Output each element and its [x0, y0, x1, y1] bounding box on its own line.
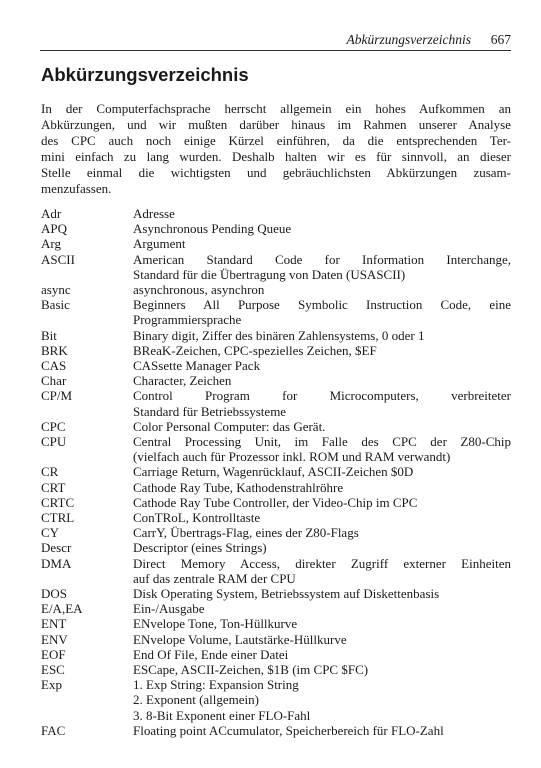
definition-line: Standard für die Übertragung von Daten (USASCII) [133, 266, 406, 282]
definition-line: Standard für Betriebssysteme [133, 403, 287, 419]
definition-line: Cathode Ray Tube Controller, der Video-Chip im CPC [133, 494, 418, 510]
definition-line: Ein-/Ausgabe [133, 601, 205, 617]
abbreviation-term: Adr [41, 206, 62, 221]
abbreviation-definition [133, 236, 511, 251]
page-header [40, 30, 511, 52]
abbreviation-term: CP/M [41, 388, 73, 404]
definition-line: Carriage Return, Wagenrücklauf, ASCII-Zeichen $0D [133, 464, 414, 480]
abbreviation-definition [133, 252, 511, 282]
abbreviation-definition [133, 343, 511, 358]
definition-line: ESCape, ASCII-Zeichen, $1B (im CPC $FC) [133, 662, 369, 677]
abbreviation-definition [133, 206, 511, 221]
abbreviation-term: DMA [41, 555, 72, 571]
abbreviation-definition [133, 586, 511, 601]
abbreviation-definition [133, 434, 511, 464]
intro-line: menzufassen. [41, 180, 112, 196]
abbreviation-term: E/A,EA [41, 601, 83, 617]
running-header-title: Abkürzungsverzeichnis [346, 32, 471, 47]
abbreviation-term: FAC [41, 722, 66, 738]
abbreviation-term: CY [41, 525, 60, 541]
definition-line: Adresse [133, 206, 175, 221]
abbreviation-term: ENV [41, 631, 68, 647]
abbreviation-definition [133, 221, 511, 236]
intro-line: Abkürzungen, und wir mußten darüber hinaus im Rahmen unserer Analyse [41, 116, 511, 132]
page-number: 667 [490, 32, 511, 47]
abbreviation-definition [133, 480, 511, 495]
definition-line: Binary digit, Ziffer des binären Zahlensystems, 0 oder 1 [133, 327, 425, 343]
abbreviation-term: CRT [41, 479, 66, 495]
definition-line: Beginners All Purpose Symbolic Instruction Code, eine [133, 297, 511, 313]
intro-line: In der Computerfachsprache herrscht allgemein ein hohes Aufkommen an [41, 101, 511, 116]
abbreviation-definition [133, 677, 511, 723]
definition-line: Floating point ACcumulator, Speicherbereich für FLO-Zahl [133, 722, 444, 738]
abbreviation-definition [133, 282, 511, 297]
definition-line: 1. Exp String: Expansion String [133, 677, 299, 693]
abbreviation-definition [133, 632, 511, 647]
definition-line: Direct Memory Access, direkter Zugriff externer Einheiten [133, 555, 511, 571]
definition-line: Cathode Ray Tube, Kathodenstrahlröhre [133, 479, 344, 495]
abbreviation-definition [133, 723, 511, 738]
abbreviation-term: async [41, 282, 71, 297]
abbreviation-definition [133, 419, 511, 434]
abbreviation-definition [133, 647, 511, 662]
abbreviation-term: Exp [41, 677, 62, 693]
abbreviation-term: ESC [41, 662, 65, 677]
definition-line: Disk Operating System, Betriebssystem auf Diskettenbasis [133, 586, 440, 601]
definition-line: 2. Exponent (allgemein) [133, 692, 259, 708]
abbreviation-definition [133, 358, 511, 373]
intro-line: Stelle einmal die wichtigsten und gebräuchlichsten Abkürzungen zusam- [41, 164, 511, 180]
intro-paragraph [41, 101, 511, 196]
abbreviation-definition [133, 510, 511, 525]
definition-line: Argument [133, 236, 186, 252]
intro-line: mini einfach zu lang wurden. Deshalb halten wir es für sinnvoll, an dieser [41, 148, 511, 164]
abbreviation-definition [133, 540, 511, 555]
abbreviation-term: CTRL [41, 510, 75, 525]
abbreviation-definition [133, 297, 511, 327]
abbreviation-term: EOF [41, 646, 66, 662]
definition-line: (vielfach auch für Prozessor inkl. ROM und RAM verwandt) [133, 449, 451, 465]
definition-line: Character, Zeichen [133, 373, 232, 389]
definition-line: CASsette Manager Pack [133, 358, 261, 373]
abbreviation-definition [133, 373, 511, 388]
abbreviation-term: Char [41, 373, 67, 389]
abbreviation-term: CRTC [41, 494, 75, 510]
abbreviation-term: BRK [41, 342, 68, 358]
definition-line: Control Program for Microcomputers, verbreiteter [133, 388, 511, 404]
definition-line: 3. 8-Bit Exponent einer FLO-Fahl [133, 707, 311, 723]
definition-line: Central Processing Unit, im Falle des CPC der Z80-Chip [133, 434, 511, 449]
definition-line: BReaK-Zeichen, CPC-spezielles Zeichen, $EF [133, 342, 377, 358]
abbreviation-definition [133, 328, 511, 343]
definition-line: Descriptor (eines Strings) [133, 540, 267, 556]
abbreviation-term: CPC [41, 418, 66, 434]
abbreviation-definition [133, 556, 511, 586]
abbreviation-definition [133, 616, 511, 631]
intro-line: des CPC auch noch einige Kürzel einführen, da die entsprechenden Ter- [41, 132, 511, 148]
abbreviation-term: DOS [41, 586, 68, 601]
abbreviation-term: Descr [41, 540, 72, 556]
definition-line: American Standard Code for Information Interchange, [133, 251, 511, 267]
abbreviation-definition [133, 388, 511, 418]
abbreviation-term: CR [41, 464, 59, 480]
definition-line: CarrY, Übertrags-Flag, eines der Z80-Flags [133, 525, 359, 541]
definition-line: Color Personal Computer: das Gerät. [133, 418, 326, 434]
abbreviation-term: Arg [41, 236, 61, 252]
definition-line: Asynchronous Pending Queue [133, 221, 292, 237]
abbreviation-term: CAS [41, 358, 67, 373]
header-rule [40, 50, 511, 51]
definition-line: auf das zentrale RAM der CPU [133, 570, 296, 586]
definition-line: ConTRoL, Kontrolltaste [133, 510, 261, 525]
abbreviation-term: ASCII [41, 251, 75, 267]
definition-line: asynchronous, asynchron [133, 282, 265, 297]
definition-line: ENvelope Volume, Lautstärke-Hüllkurve [133, 631, 347, 647]
abbreviation-term: Bit [41, 327, 57, 343]
abbreviation-term: Basic [41, 297, 70, 313]
section-heading: Abkürzungsverzeichnis [41, 64, 249, 85]
definition-line: Programmiersprache [133, 312, 242, 328]
abbreviation-term: APQ [41, 221, 68, 237]
abbreviation-definition [133, 662, 511, 677]
abbreviation-term: ENT [41, 616, 67, 632]
abbreviation-term: CPU [41, 434, 67, 449]
abbreviation-definition [133, 525, 511, 540]
definition-line: End Of File, Ende einer Datei [133, 646, 289, 662]
abbreviation-definition [133, 495, 511, 510]
abbreviation-definition [133, 601, 511, 616]
abbreviation-definition [133, 464, 511, 479]
definition-line: ENvelope Tone, Ton-Hüllkurve [133, 616, 298, 632]
